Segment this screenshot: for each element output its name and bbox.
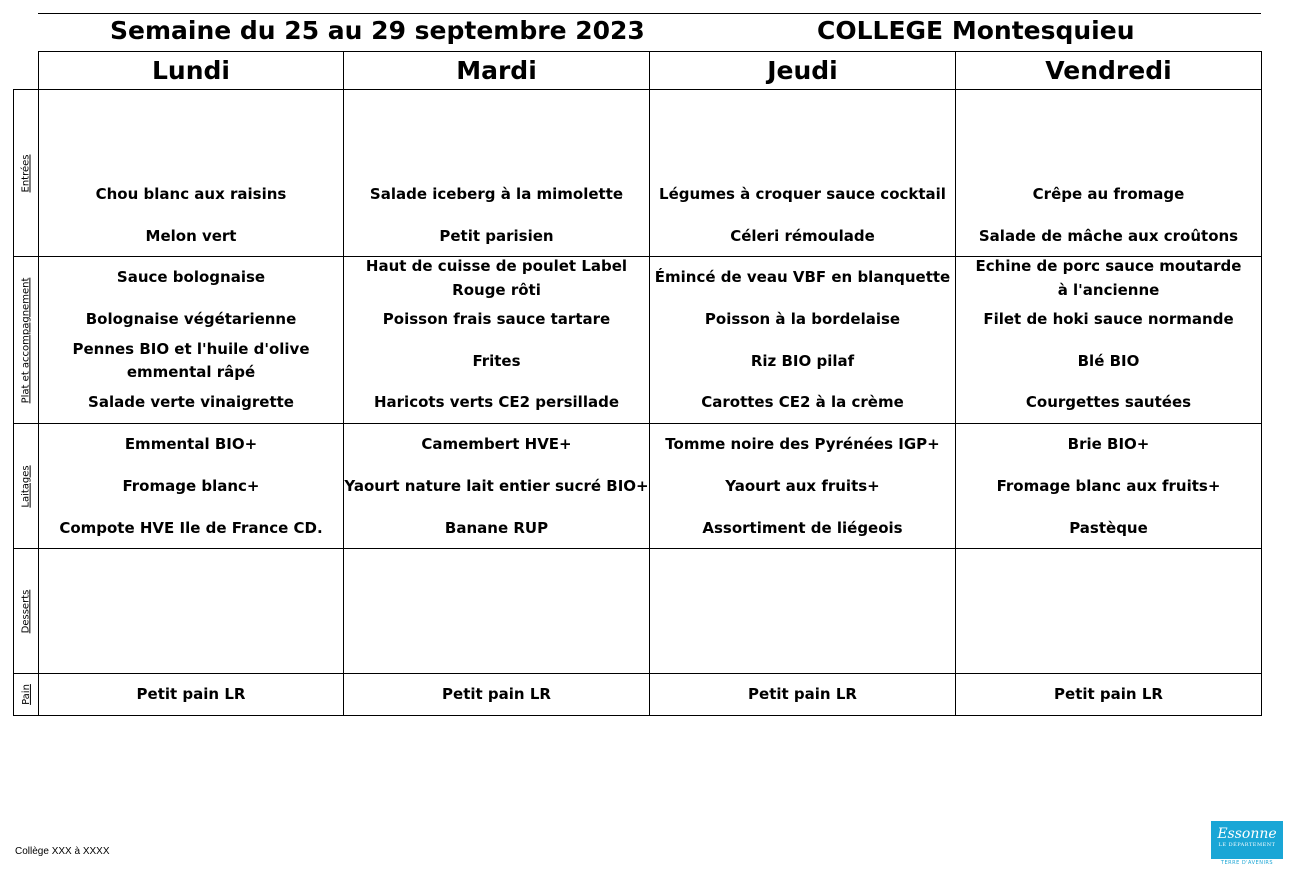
grid-line [1261, 51, 1262, 716]
cell-entrees-jeudi [650, 90, 955, 256]
day-header-jeudi: Jeudi [767, 56, 838, 85]
cell-plats-vendredi [956, 257, 1261, 423]
menu-item: Petit parisien [439, 227, 554, 245]
cell-desserts-mardi [344, 549, 649, 673]
cell-pain-lundi [39, 674, 343, 715]
cell-desserts-jeudi [650, 549, 955, 673]
menu-item: Emmental BIO+ [124, 435, 258, 453]
category-desserts [13, 549, 39, 673]
cell-laitages-vendredi [956, 424, 1261, 548]
menu-item: Crêpe au fromage [1032, 185, 1185, 203]
menu-item: Salade verte vinaigrette [88, 393, 294, 411]
category-entrees [13, 90, 39, 256]
menu-item: Petit pain LR [442, 685, 551, 703]
cell-entrees-mardi [344, 90, 649, 256]
menu-item: Melon vert [145, 227, 237, 245]
cell-entrees-lundi [39, 90, 343, 256]
category-pain [13, 674, 39, 715]
category-plats [13, 257, 39, 423]
menu-item: Frites [472, 352, 521, 370]
grid-line [13, 715, 1261, 716]
menu-item: Salade de mâche aux croûtons [978, 227, 1239, 245]
menu-item: Camembert HVE+ [421, 435, 572, 453]
category-label: Plat et accompagnement [20, 277, 32, 403]
category-label: Entrées [20, 154, 32, 192]
menu-item: Fromage blanc aux fruits+ [996, 477, 1221, 495]
cell-desserts-lundi [39, 549, 343, 673]
menu-item: Chou blanc aux raisins [95, 185, 287, 203]
day-header-vendredi: Vendredi [1045, 56, 1172, 85]
logo-small-text: LE DÉPARTEMENT [1218, 842, 1276, 848]
essonne-logo [1211, 821, 1283, 859]
top-rule [38, 13, 1261, 14]
cell-plats-jeudi [650, 257, 955, 423]
menu-item: Émincé de veau VBF en blanquette [654, 268, 951, 286]
menu-item: Petit pain LR [1054, 685, 1163, 703]
menu-item: Filet de hoki sauce normande [983, 310, 1234, 328]
cell-pain-mardi [344, 674, 649, 715]
menu-item: Riz BIO pilaf [750, 352, 855, 370]
cell-laitages-mardi [344, 424, 649, 548]
category-label: Desserts [20, 589, 32, 633]
menu-item: Yaourt nature lait entier sucré BIO+ [344, 477, 649, 495]
menu-item: Salade iceberg à la mimolette [369, 185, 624, 203]
menu-item: Compote HVE Ile de France CD. [59, 519, 323, 537]
menu-item: Légumes à croquer sauce cocktail [659, 185, 946, 203]
category-label: Laitages [20, 464, 32, 508]
menu-item: Céleri rémoulade [730, 227, 875, 245]
cell-plats-lundi [39, 257, 343, 423]
menu-item: Assortiment de liégeois [702, 519, 903, 537]
week-title: Semaine du 25 au 29 septembre 2023 [110, 16, 645, 45]
cell-desserts-vendredi [956, 549, 1261, 673]
school-title: COLLEGE Montesquieu [817, 16, 1135, 45]
category-laitages [13, 424, 39, 548]
logo-text: Essonne [1217, 826, 1277, 842]
menu-item: Bolognaise végétarienne [85, 310, 297, 328]
menu-item: Pastèque [1069, 519, 1148, 537]
menu-item: Courgettes sautées [1025, 393, 1192, 411]
day-header-mardi: Mardi [456, 56, 537, 85]
cell-pain-vendredi [956, 674, 1261, 715]
cell-entrees-vendredi [956, 90, 1261, 256]
cell-laitages-lundi [39, 424, 343, 548]
cell-plats-mardi [344, 257, 649, 423]
menu-item: Banane RUP [444, 519, 549, 537]
cell-pain-jeudi [650, 674, 955, 715]
menu-item: Poisson frais sauce tartare [382, 310, 611, 328]
menu-item: Tomme noire des Pyrénées IGP+ [665, 435, 940, 453]
menu-item: Brie BIO+ [1067, 435, 1150, 453]
menu-item: Sauce bolognaise [116, 268, 266, 286]
menu-item: Echine de porc sauce moutarde à l'ancienne [975, 257, 1242, 299]
menu-item: Haut de cuisse de poulet Label Rouge rôti [365, 257, 628, 299]
menu-item: Blé BIO [1077, 352, 1140, 370]
footer-text: Collège XXX à XXXX [15, 846, 110, 857]
menu-item: Yaourt aux fruits+ [725, 477, 880, 495]
menu-item: Fromage blanc+ [122, 477, 260, 495]
menu-item: Petit pain LR [748, 685, 857, 703]
day-header-lundi: Lundi [152, 56, 230, 85]
menu-item: Poisson à la bordelaise [704, 310, 901, 328]
menu-item: Haricots verts CE2 persillade [373, 393, 619, 411]
logo-subtitle: TERRE D'AVENIRS [1220, 860, 1274, 866]
menu-item: Petit pain LR [136, 685, 246, 703]
cell-laitages-jeudi [650, 424, 955, 548]
menu-item: Pennes BIO et l'huile d'olive emmental râpé [72, 340, 310, 381]
menu-item: Carottes CE2 à la crème [701, 393, 904, 411]
category-label: Pain [20, 684, 32, 705]
